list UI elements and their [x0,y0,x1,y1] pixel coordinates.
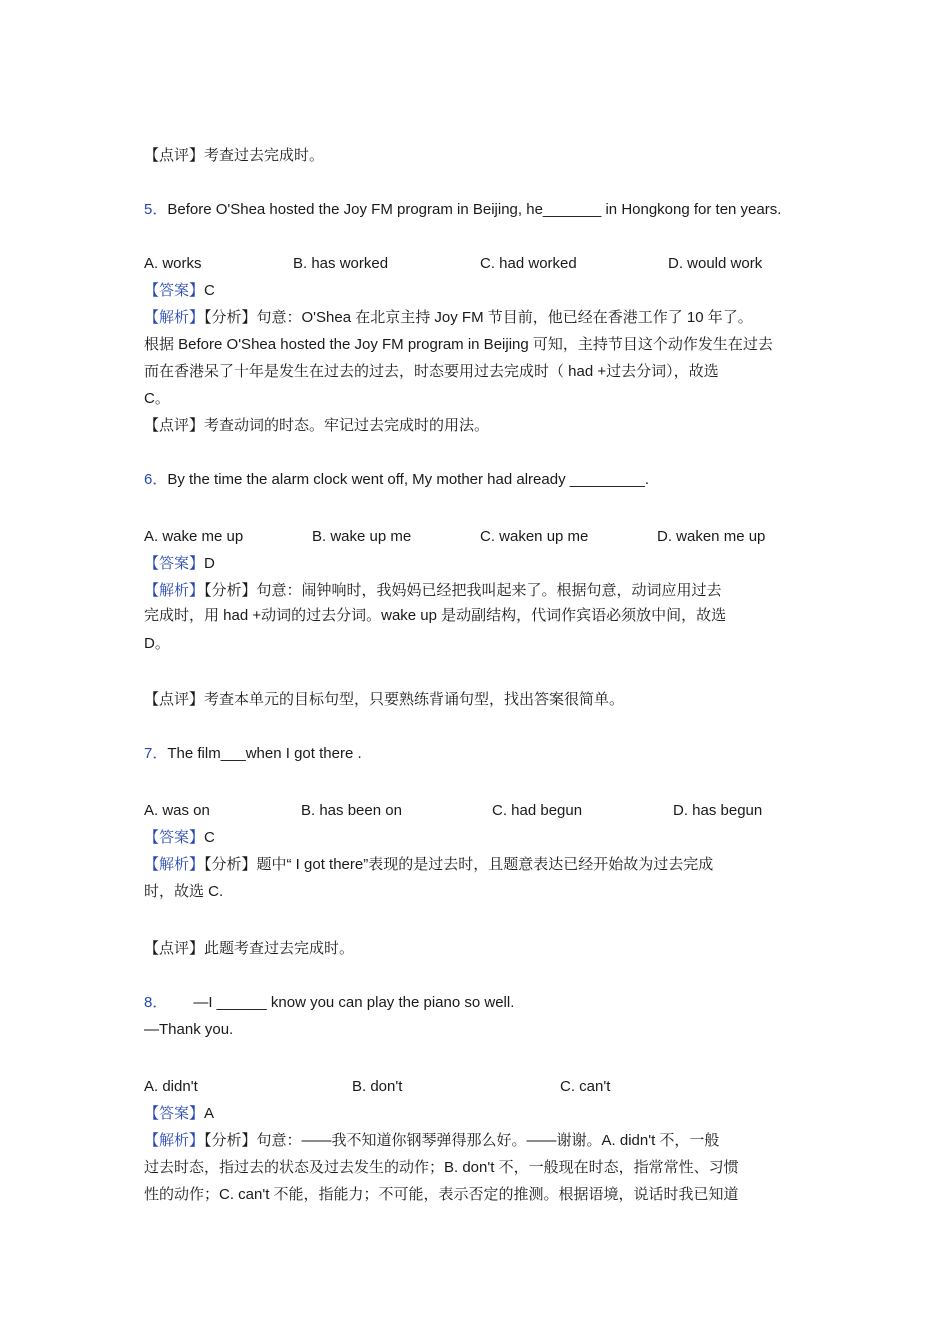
answer-value: A [204,1105,215,1122]
answer-value: C [204,829,215,846]
answer-line [144,554,215,574]
option-a: A. works [144,255,202,272]
option-d: D. waken me up [657,528,766,545]
comment-line: 【点评】此题考查过去完成时。 [144,940,355,957]
option-b: B. don't [352,1078,403,1095]
analysis-text: 【分析】句意：O'Shea 在北京主持 Joy FM 节目前，他已经在香港工作了 10 年了。 [204,309,753,326]
option-b: B. wake up me [312,528,412,545]
analysis-text: C。 [144,390,170,407]
answer-tag: 【答案】 [144,555,205,572]
question-text: when I got there . [245,745,362,762]
comment-line: 【点评】考查本单元的目标句型，只要熟练背诵句型，找出答案很简单。 [144,691,625,708]
analysis-line [144,581,722,601]
analysis-text: 根据 Before O'Shea hosted the Joy FM program in Beijing 可知，主持节目这个动作发生在过去 [144,336,773,353]
analysis-text: 【分析】题中“ I got there”表现的是过去时，且题意表达已经开始故为过去完成 [204,856,714,873]
analysis-line [144,308,753,328]
answer-tag: 【答案】 [144,1105,205,1122]
question-number: 8． [144,994,168,1011]
option-c: C. can't [560,1078,611,1095]
question-5-stem [144,200,781,220]
question-number: 6． [144,471,168,488]
option-a: A. was on [144,802,210,819]
option-c: C. had worked [480,255,577,272]
option-d: D. would work [668,255,763,272]
answer-value: D [204,555,215,572]
answer-line [144,281,215,301]
option-b: B. has worked [293,255,389,272]
answer-blank: ___ [220,745,246,762]
analysis-tag: 【解析】 [144,856,205,873]
comment-line: 【点评】考查动词的时态。牢记过去完成时的用法。 [144,417,490,434]
question-text: —I ______ know you can play the piano so well. [193,994,515,1011]
question-8-stem [144,993,514,1013]
analysis-text: 性的动作；C. can't 不能，指能力；不可能，表示否定的推测。根据语境，说话时我已知道 [144,1186,739,1203]
analysis-line [144,855,713,875]
answer-tag: 【答案】 [144,829,205,846]
analysis-text: 完成时，用 had +动词的过去分词。wake up 是动副结构，代词作宾语必须放中间，故选 [144,607,727,624]
answer-tag: 【答案】 [144,282,205,299]
question-number: 7． [144,745,168,762]
analysis-tag: 【解析】 [144,1132,205,1149]
question-reply: —Thank you. [144,1021,234,1038]
question-text: The film [167,745,221,762]
analysis-text: 【分析】句意：——我不知道你钢琴弹得那么好。——谢谢。A. didn't 不，一般 [204,1132,720,1149]
comment-line: 【点评】考查过去完成时。 [144,147,325,164]
answer-line [144,1104,214,1124]
analysis-tag: 【解析】 [144,309,205,326]
answer-line [144,828,215,848]
analysis-text: D。 [144,635,170,652]
option-b: B. has been on [301,802,402,819]
question-text: By the time the alarm clock went off, My mother had already _________. [167,471,649,488]
answer-value: C [204,282,215,299]
question-6-stem [144,470,649,490]
question-7-stem [144,744,362,764]
option-a: A. wake me up [144,528,244,545]
analysis-text: 时，故选 C. [144,883,224,900]
analysis-text: 【分析】句意：闹钟响时，我妈妈已经把我叫起来了。根据句意，动词应用过去 [204,582,722,599]
option-c: C. waken up me [480,528,589,545]
option-d: D. has begun [673,802,763,819]
option-a: A. didn't [144,1078,198,1095]
analysis-tag: 【解析】 [144,582,205,599]
option-c: C. had begun [492,802,583,819]
analysis-line [144,1131,719,1151]
analysis-text: 过去时态，指过去的状态及过去发生的动作；B. don't 不，一般现在时态，指常常性、习惯 [144,1159,739,1176]
question-text: Before O'Shea hosted the Joy FM program in Beijing, he_______ in Hongkong for ten years. [167,201,782,218]
analysis-text: 而在香港呆了十年是发生在过去的过去，时态要用过去完成时（ had +过去分词），故选 [144,363,719,380]
question-number: 5． [144,201,168,218]
